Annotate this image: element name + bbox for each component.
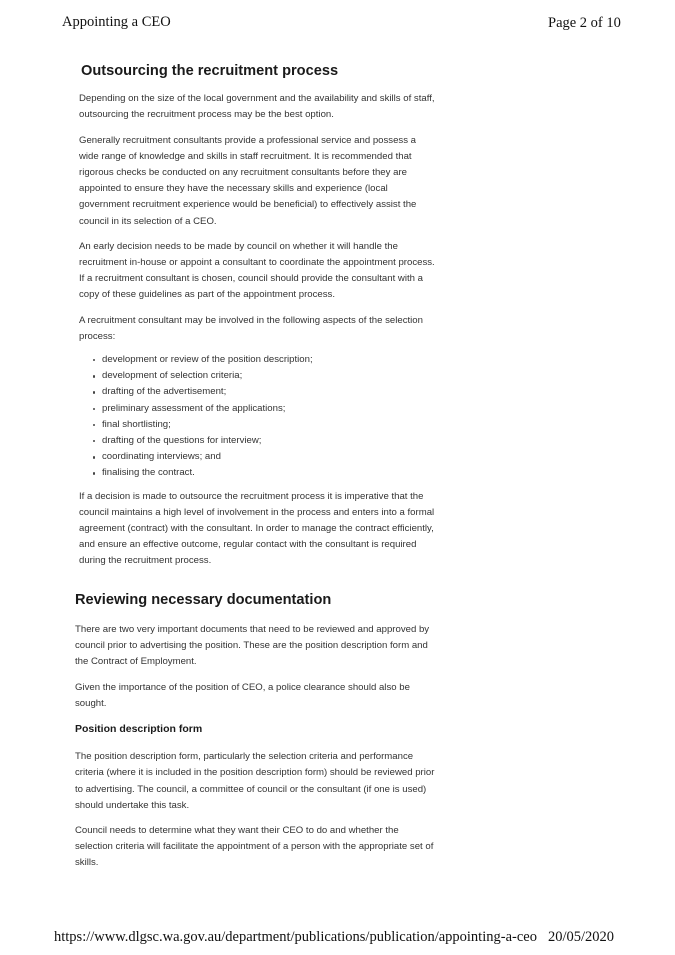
print-header-title: Appointing a CEO: [62, 14, 171, 30]
list-item: finalising the contract.: [93, 465, 435, 481]
subheading-position-description: Position description form: [75, 722, 203, 735]
paragraph: Generally recruitment consultants provide a professional service and possess a wide range of knowledge and skills in staff recruitment. It is recommended that rigorous checks be conducted on any recruitment consultants before they are appointed to ensure they have the necessary skills and experience (local government recruitment experience would be beneficial) to effectively assist the council in its selection of a CEO.: [79, 134, 417, 227]
paragraph: Given the importance of the position of CEO, a police clearance should also be sought.: [75, 681, 410, 709]
paragraph: If a decision is made to outsource the recruitment process it is imperative that the council maintains a high level of involvement in the process and enters into a formal agreement (contract) with the consultant. In order to manage the contract efficiently, and ensure an effective outcome, regular contact with the consultant is required during the recruitment process.: [79, 490, 435, 567]
list-item: development or review of the position description;: [93, 352, 435, 368]
section-heading-outsourcing: Outsourcing the recruitment process: [81, 63, 339, 79]
selection-aspects-list: [93, 352, 435, 482]
paragraph: Depending on the size of the local government and the availability and skills of staff, outsourcing the recruitment process may be the best option.: [79, 93, 435, 121]
page-number: Page 2 of 10: [548, 15, 621, 31]
list-item: drafting of the advertisement;: [93, 384, 435, 400]
document-body: [75, 60, 435, 881]
paragraph: A recruitment consultant may be involved in the following aspects of the selection process:: [79, 314, 423, 342]
paragraph: An early decision needs to be made by council on whether it will handle the recruitment in-house or appoint a consultant to coordinate the appointment process. If a recruitment consultant is chosen, council should provide the consultant with a copy of these guidelines as part of the appointment process.: [79, 240, 435, 301]
paragraph: Council needs to determine what they want their CEO to do and whether the selection criteria will facilitate the appointment of a person with the appropriate set of skills.: [75, 824, 434, 869]
list-item: final shortlisting;: [93, 417, 435, 433]
paragraph: There are two very important documents that need to be reviewed and approved by council prior to advertising the position. These are the position description form and the Contract of Employment.: [75, 623, 430, 668]
print-footer-url: https://www.dlgsc.wa.gov.au/department/publications/publication/appointing-a-ceo: [54, 929, 537, 945]
list-item: coordinating interviews; and: [93, 449, 435, 465]
list-item: preliminary assessment of the applications;: [93, 401, 435, 417]
paragraph: The position description form, particularly the selection criteria and performance criteria (where it is included in the position description form) should be reviewed prior to advertising. The council, a committee of council or the consultant (if one is used) should undertake this task.: [75, 751, 435, 811]
section-heading-reviewing: Reviewing necessary documentation: [75, 591, 332, 608]
list-item: development of selection criteria;: [93, 368, 435, 384]
print-footer-date: 20/05/2020: [548, 929, 615, 945]
list-item: drafting of the questions for interview;: [93, 433, 435, 449]
section-outsourcing: [75, 91, 435, 569]
